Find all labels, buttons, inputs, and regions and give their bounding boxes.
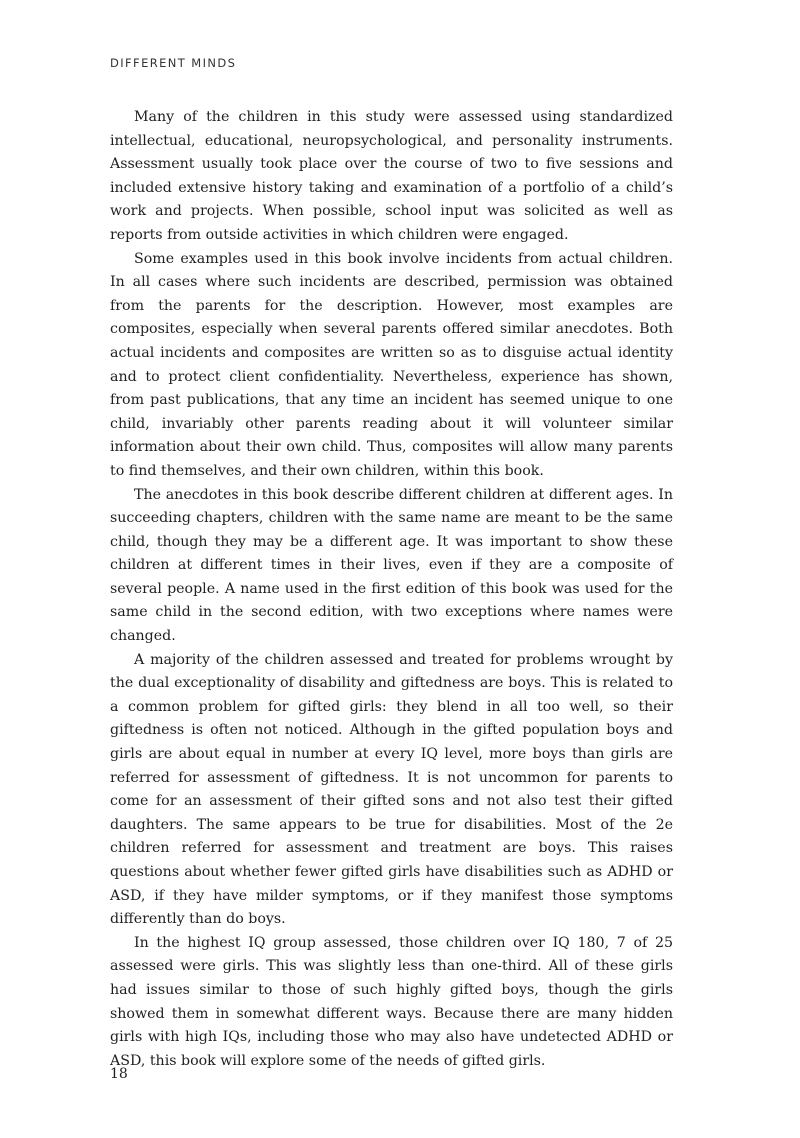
body-text — [110, 106, 673, 1073]
paragraph-4: A majority of the children assessed and treated for problems wrought by the dual exceptionality of disability and giftedness are boys. This is related to a common problem for gifted girls: they blend in all too well, so their giftedness is often not noticed. Although in the gifted population boys and girls are about equal in number at every IQ level, more boys than girls are referred for assessment of giftedness. It is not uncommon for parents to come for an assessment of their gifted sons and not also test their gifted daughters. The same appears to be true for disabilities. Most of the 2e children referred for assessment and treatment are boys. This raises questions about whether fewer gifted girls have disabilities such as ADHD or ASD, if they have milder symptoms, or if they manifest those symptoms differently than do boys. — [110, 651, 673, 928]
paragraph-5: In the highest IQ group assessed, those children over IQ 180, 7 of 25 assessed were girls. This was slightly less than one-third. All of these girls had issues similar to those of such highly gifted boys, though the girls showed them in somewhat different ways. Because there are many hidden girls with high IQs, including those who may also have undetected ADHD or ASD, this book will explore some of the needs of gifted girls. — [110, 934, 673, 1069]
paragraph-2: Some examples used in this book involve incidents from actual children. In all cases where such incidents are described, permission was obtained from the parents for the description. However, most examples are composites, especially when several parents offered similar anecdotes. Both actual incidents and composites are written so as to disguise actual identity and to protect client confidentiality. Nevertheless, experience has shown, from past publications, that any time an incident has seemed unique to one child, invariably other parents reading about it will volunteer similar information about their own child. Thus, composites will allow many parents to find themselves, and their own children, within this book. — [110, 250, 673, 479]
running-head: DIFFERENT MINDS — [110, 56, 237, 70]
page-number: 18 — [110, 1066, 128, 1082]
paragraph-1: Many of the children in this study were assessed using standardized intellectual, educational, neuropsychological, and personality instruments. Assessment usually took place over the course of two to five sessions and included extensive history taking and examination of a portfolio of a child’s work and projects. When possible, school input was solicited as well as reports from outside activities in which children were engaged. — [110, 109, 673, 243]
paragraph-3: The anecdotes in this book describe different children at different ages. In succeeding chapters, children with the same name are meant to be the same child, though they may be a different age. It was important to show these children at different times in their lives, even if they are a composite of several people. A name used in the first edition of this book was used for the same child in the second edition, with two exceptions where names were changed. — [110, 486, 673, 645]
